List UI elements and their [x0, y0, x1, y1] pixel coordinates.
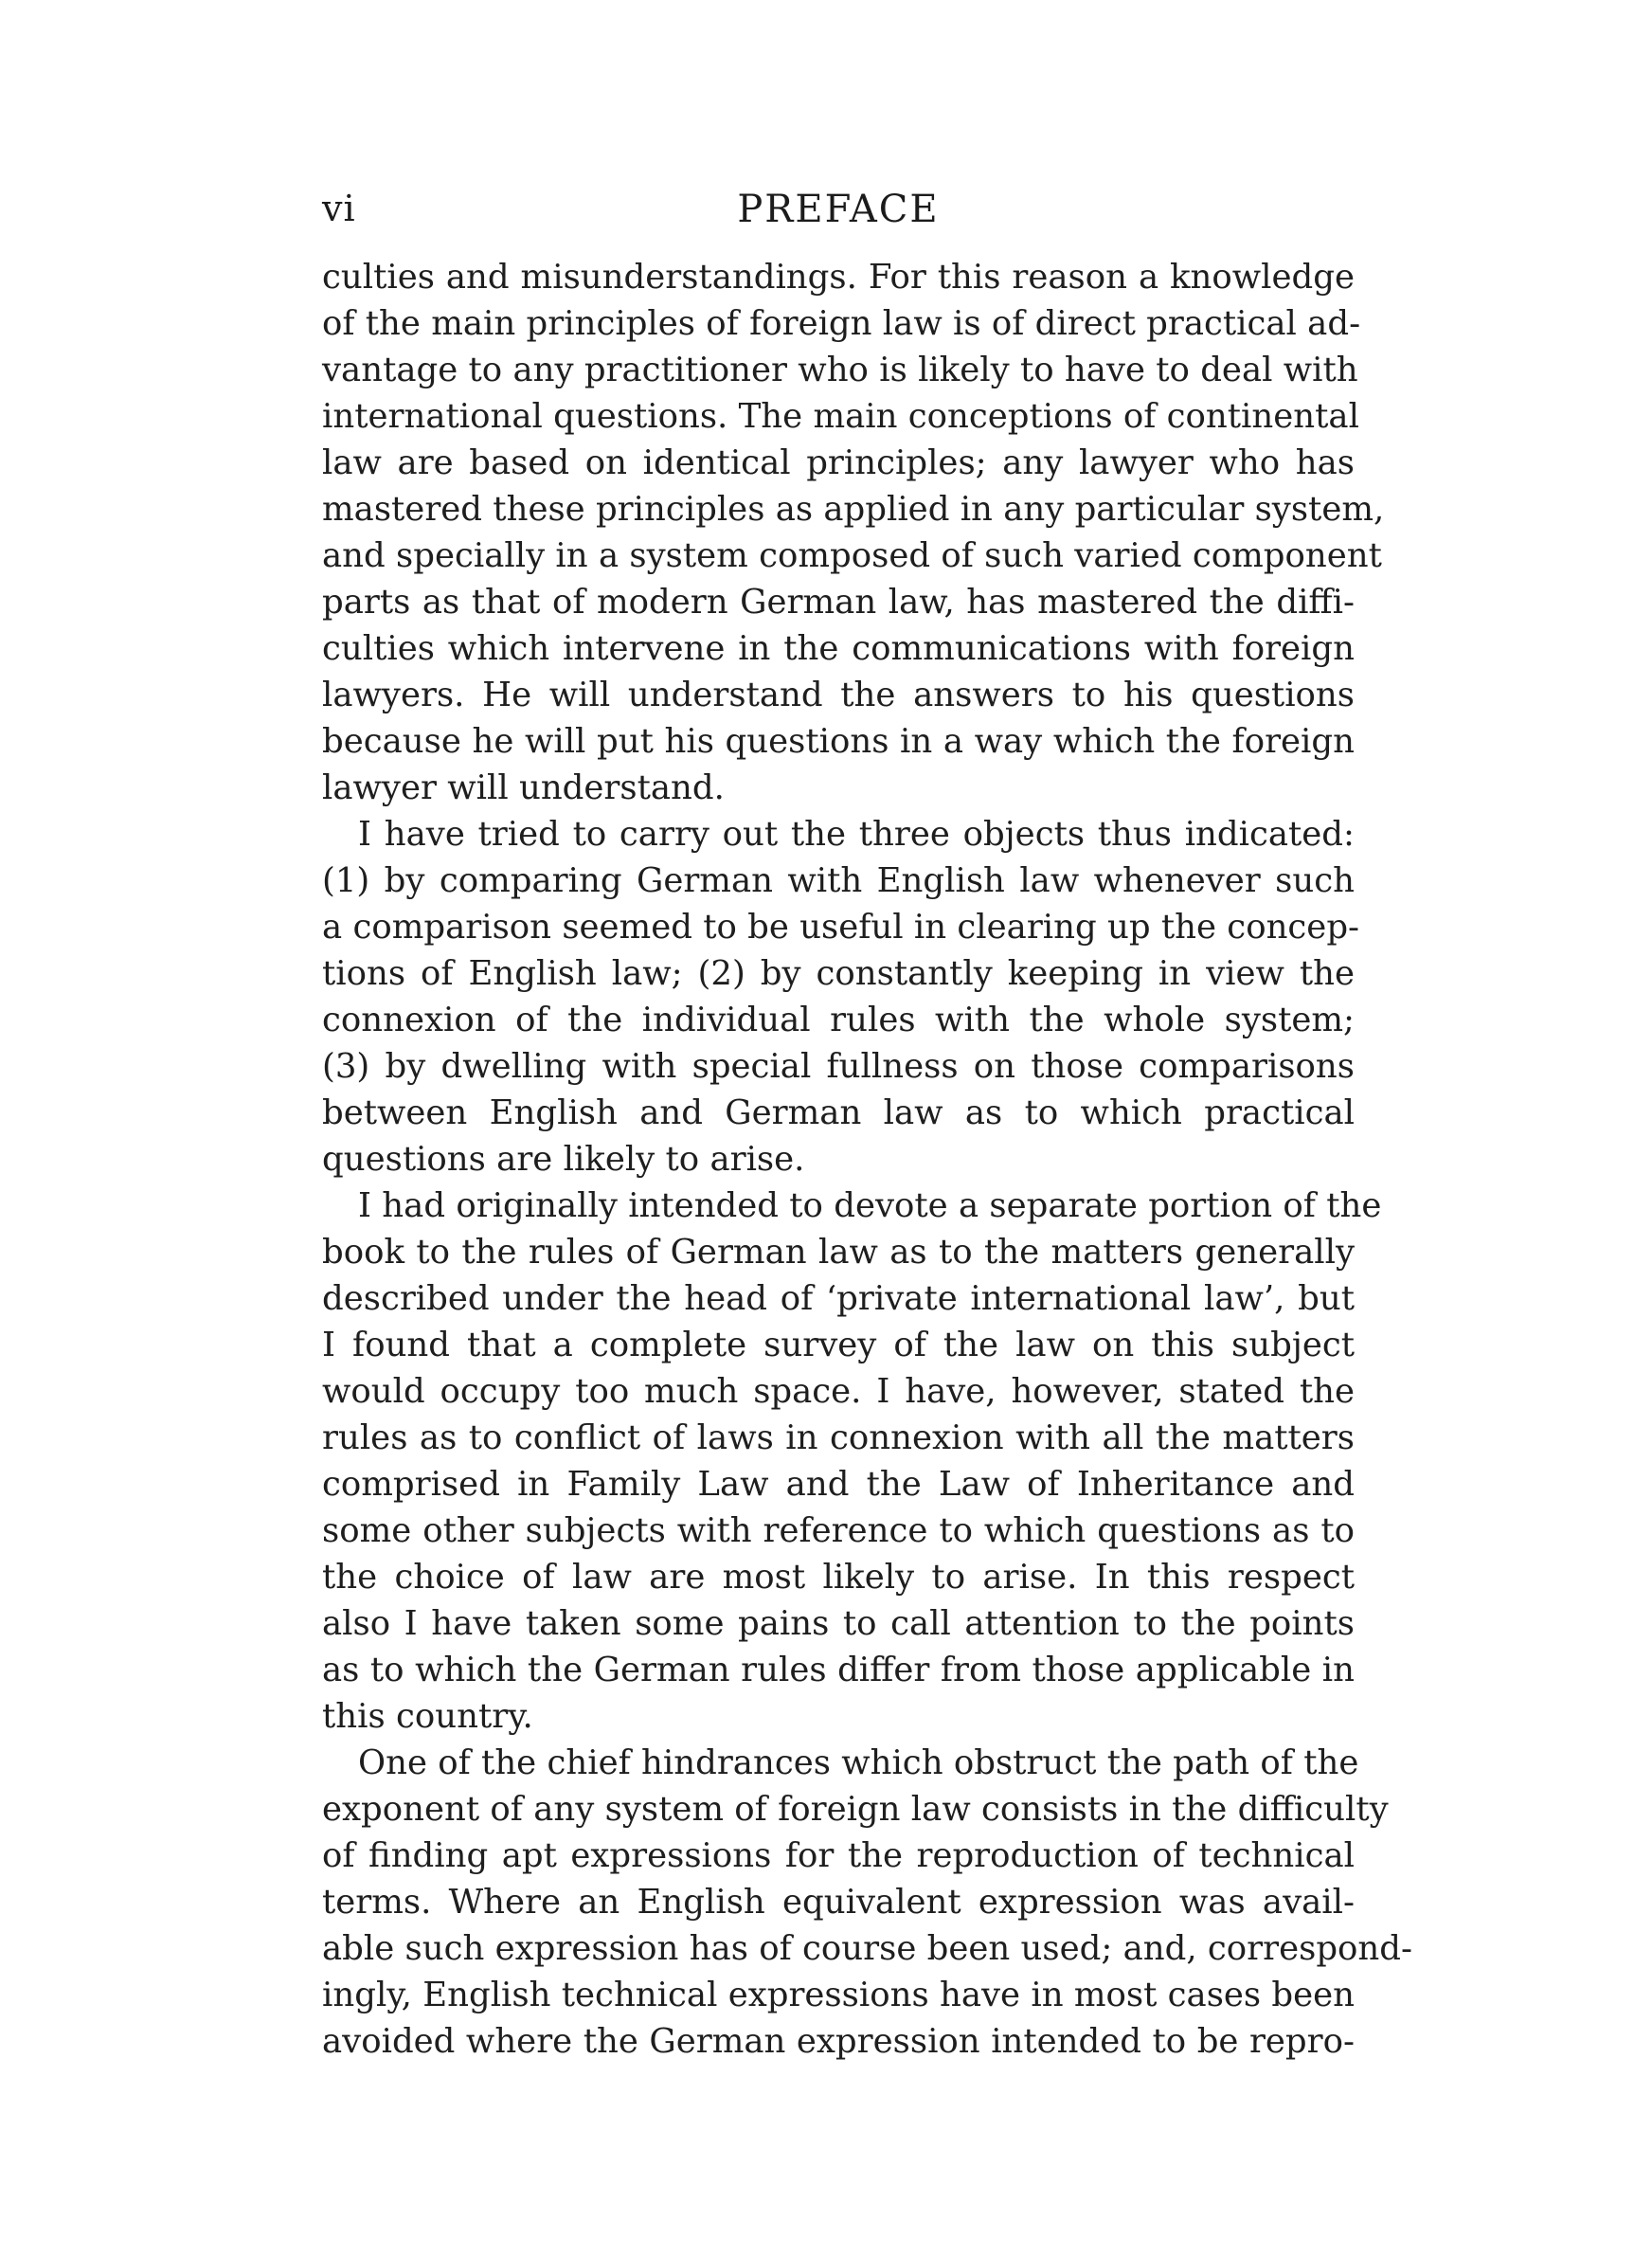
text-line: book to the rules of German law as to the matters generally: [322, 1233, 1355, 1272]
text-line: terms. Where an English equivalent expression was avail-: [322, 1883, 1355, 1922]
text-line: tions of English law; (2) by constantly keeping in view the: [322, 954, 1355, 993]
text-line: culties and misunderstandings. For this reason a knowledge: [322, 258, 1355, 297]
text-line: a comparison seemed to be useful in clearing up the concep-: [322, 908, 1360, 947]
text-line: of the main principles of foreign law is of direct practical ad-: [322, 304, 1361, 343]
text-line: questions are likely to arise.: [322, 1140, 805, 1179]
text-line: some other subjects with reference to which questions as to: [322, 1511, 1355, 1550]
text-line: international questions. The main conceptions of continental: [322, 397, 1359, 436]
paragraph-technical-terms: [322, 1740, 1412, 2065]
text-line: between English and German law as to which practical: [322, 1093, 1355, 1132]
text-line: described under the head of ‘private international law’, but: [322, 1279, 1355, 1318]
text-line: as to which the German rules differ from those applicable in: [322, 1651, 1355, 1689]
text-line: of finding apt expressions for the reproduction of technical: [322, 1836, 1355, 1875]
text-line: connexion of the individual rules with the whole system;: [322, 1001, 1355, 1039]
text-line: I had originally intended to devote a separate portion of the: [358, 1186, 1382, 1225]
text-line: I have tried to carry out the three objects thus indicated:: [358, 815, 1355, 854]
page-number: vi: [322, 188, 356, 229]
text-line: this country.: [322, 1697, 533, 1736]
text-line: exponent of any system of foreign law consists in the difficulty: [322, 1790, 1389, 1829]
text-line: the choice of law are most likely to arise. In this respect: [322, 1558, 1355, 1597]
text-line: also I have taken some pains to call attention to the points: [322, 1604, 1355, 1643]
paragraph-continuation: [322, 254, 1385, 811]
text-line: would occupy too much space. I have, however, stated the: [322, 1372, 1355, 1411]
paragraph-private-international-law: [322, 1183, 1382, 1740]
page-header: [322, 188, 1355, 244]
text-line: able such expression has of course been used; and, correspond-: [322, 1929, 1412, 1968]
paragraph-objects: [322, 811, 1360, 1183]
text-line: vantage to any practitioner who is likely to have to deal with: [322, 351, 1358, 389]
text-line: culties which intervene in the communications with foreign: [322, 629, 1355, 668]
text-line: comprised in Family Law and the Law of Inheritance and: [322, 1465, 1355, 1504]
text-line: avoided where the German expression intended to be repro-: [322, 2022, 1355, 2061]
text-line: parts as that of modern German law, has mastered the diffi-: [322, 583, 1355, 622]
text-line: ingly, English technical expressions have in most cases been: [322, 1976, 1356, 2014]
text-line: mastered these principles as applied in any particular system,: [322, 490, 1385, 529]
text-line: because he will put his questions in a way which the foreign: [322, 722, 1355, 761]
text-line: I found that a complete survey of the law on this subject: [322, 1326, 1355, 1364]
text-line: (3) by dwelling with special fullness on those comparisons: [322, 1047, 1355, 1086]
text-line: (1) by comparing German with English law whenever such: [322, 861, 1355, 900]
text-line: and specially in a system composed of such varied component: [322, 536, 1382, 575]
text-line: law are based on identical principles; any lawyer who has: [322, 443, 1355, 482]
text-line: lawyer will understand.: [322, 768, 725, 807]
text-line: lawyers. He will understand the answers to his questions: [322, 676, 1355, 714]
running-head: PREFACE: [737, 188, 940, 231]
text-line: rules as to conflict of laws in connexion with all the matters: [322, 1418, 1355, 1457]
text-line: One of the chief hindrances which obstruct the path of the: [358, 1743, 1359, 1782]
body-text: [322, 254, 1412, 2065]
